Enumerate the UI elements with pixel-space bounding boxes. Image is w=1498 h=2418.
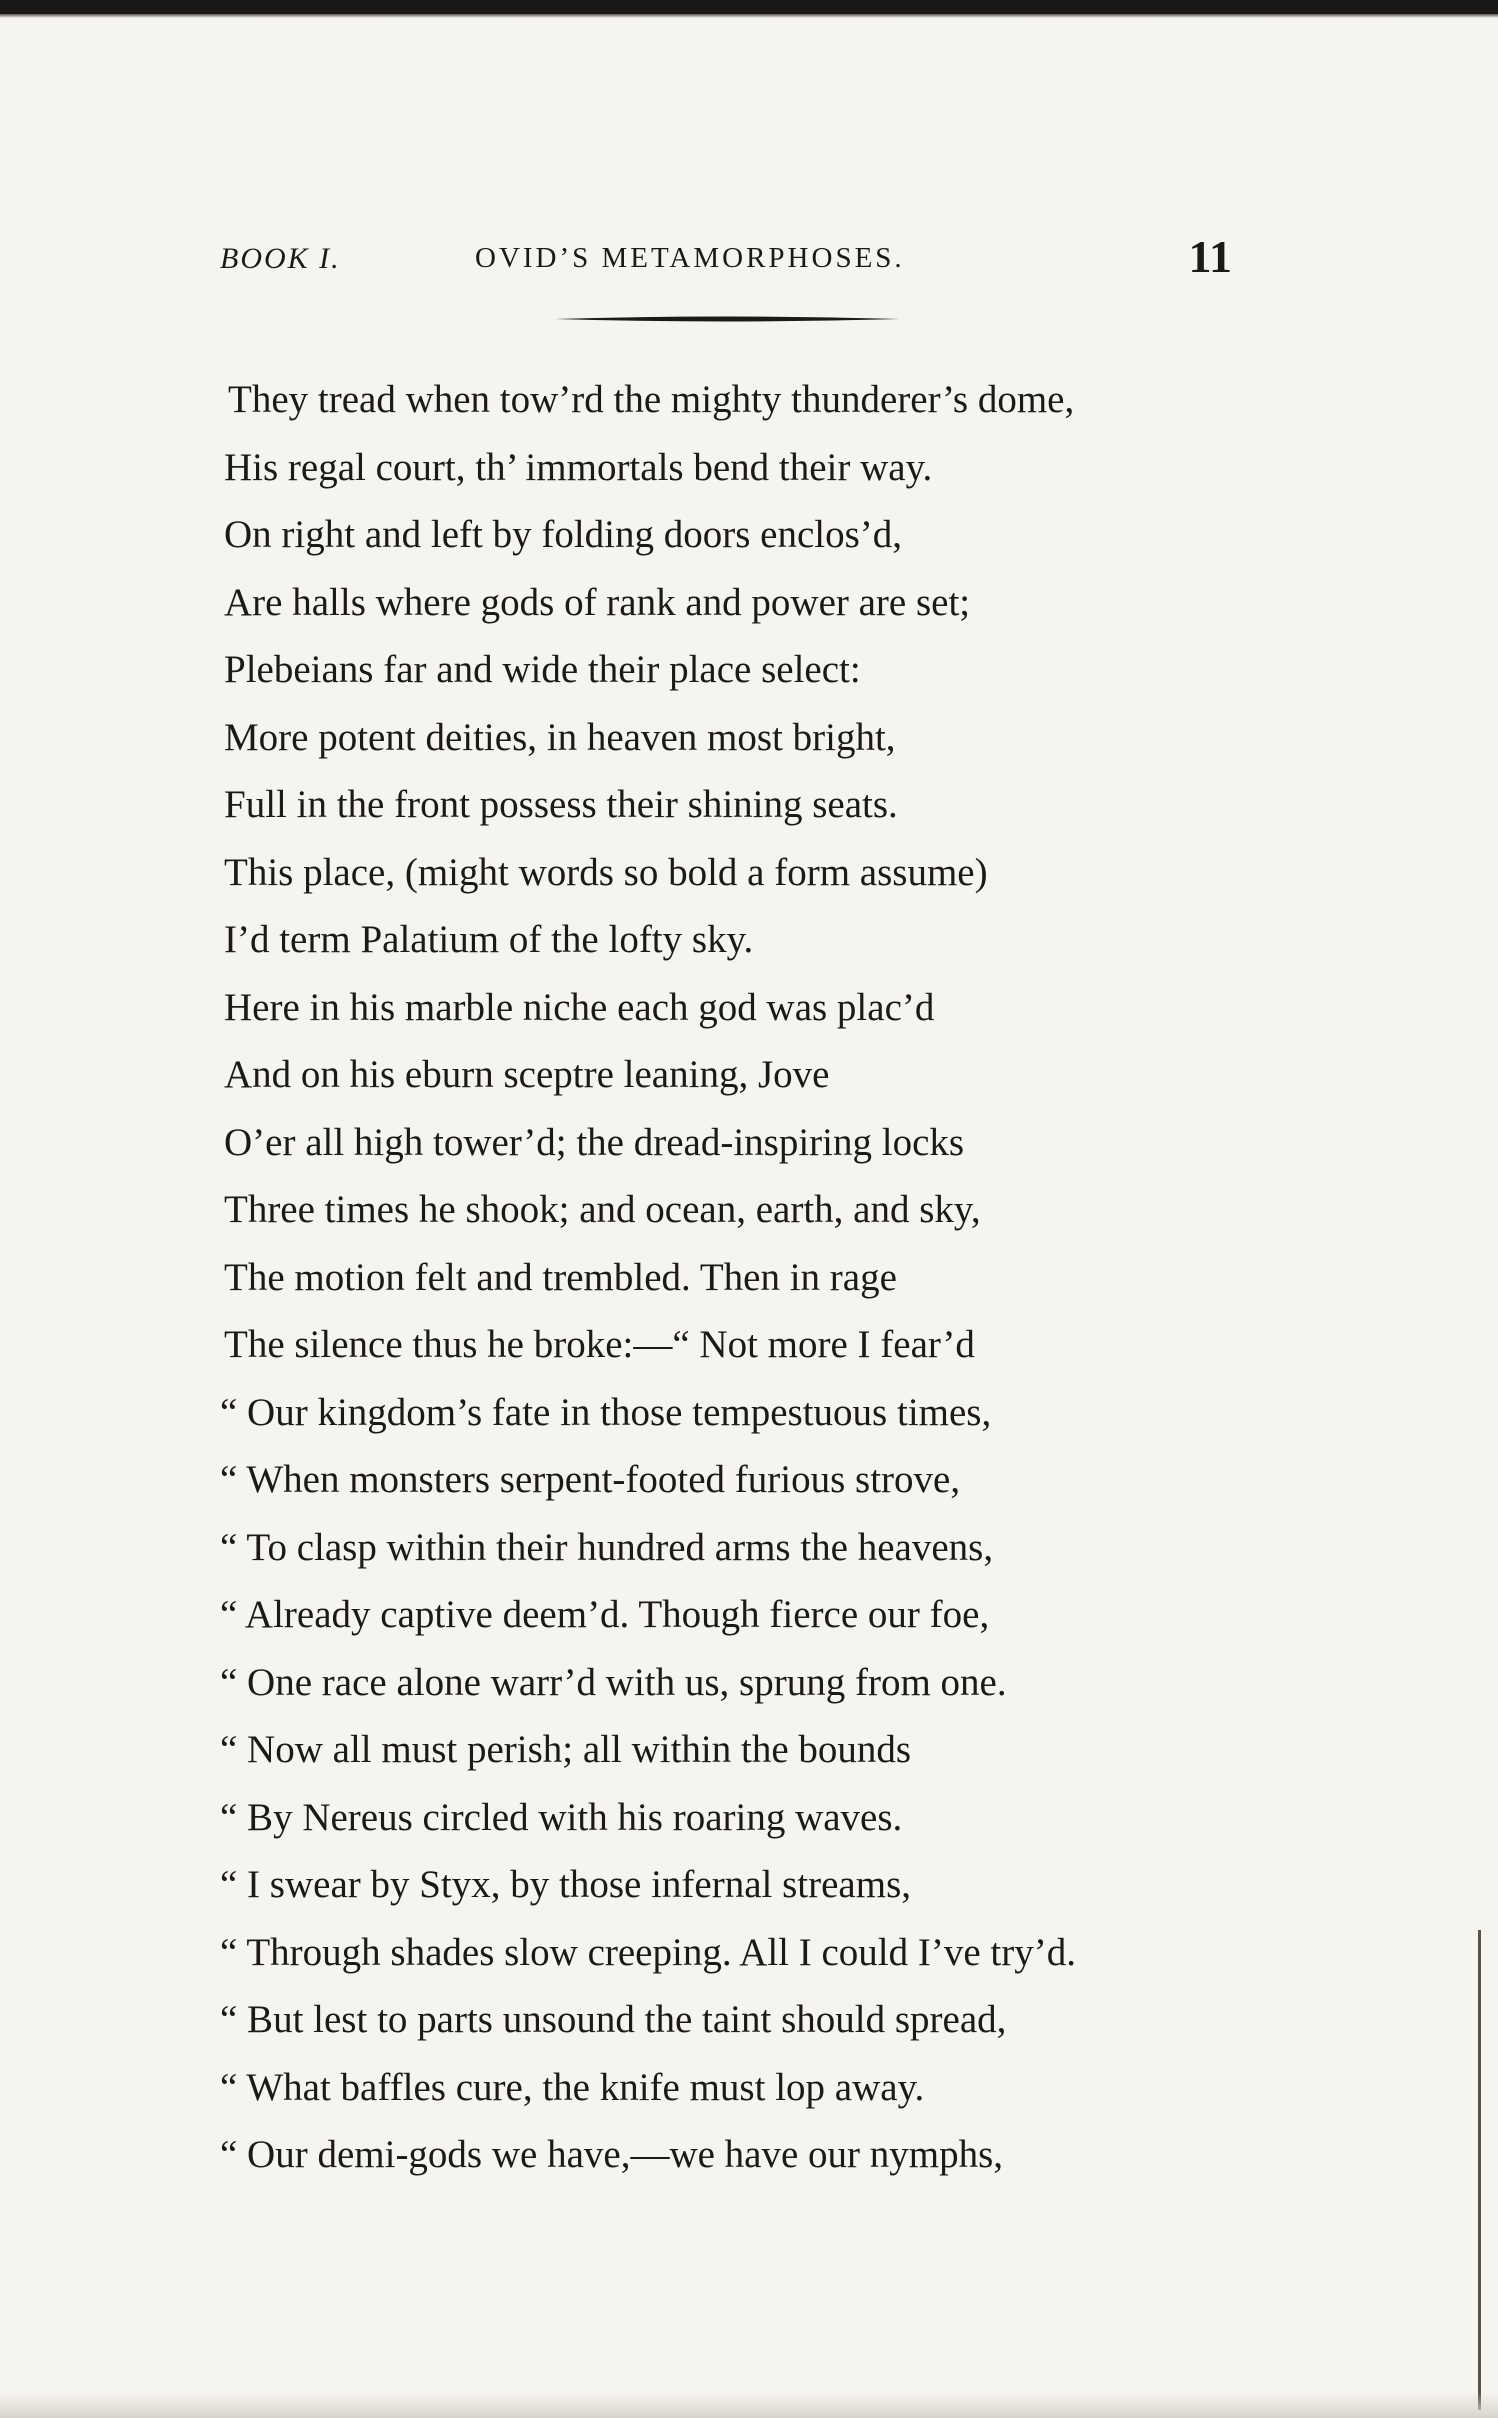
poem-line: “ When monsters serpent-footed furious strove, xyxy=(220,1458,961,1501)
poem-line: “ Our kingdom’s fate in those tempestuous times, xyxy=(220,1391,992,1434)
poem-line: O’er all high tower’d; the dread-inspiring locks xyxy=(224,1121,965,1164)
poem-line: “ I swear by Styx, by those infernal streams, xyxy=(220,1863,911,1906)
poem-line: And on his eburn sceptre leaning, Jove xyxy=(224,1053,830,1096)
page-number: 11 xyxy=(1188,231,1232,282)
poem-line: “ To clasp within their hundred arms the heavens, xyxy=(220,1526,994,1569)
poem-line: “ One race alone warr’d with us, sprung from one. xyxy=(220,1661,1007,1704)
poem-line: Full in the front possess their shining seats. xyxy=(224,783,898,826)
poem-line: “ But lest to parts unsound the taint should spread, xyxy=(220,1998,1007,2041)
running-title: OVID’S METAMORPHOSES. xyxy=(475,242,905,274)
poem-line: His regal court, th’ immortals bend their way. xyxy=(224,446,933,489)
poem-line: Are halls where gods of rank and power are set; xyxy=(224,581,971,624)
poem-line: “ Our demi-gods we have,—we have our nymphs, xyxy=(220,2133,1004,2176)
poem-line: “ Already captive deem’d. Though fierce our foe, xyxy=(220,1593,990,1636)
poem-line: I’d term Palatium of the lofty sky. xyxy=(224,918,754,961)
poem-line: This place, (might words so bold a form assume) xyxy=(224,851,988,894)
bottom-page-edge xyxy=(0,2392,1498,2418)
poem-line: “ Now all must perish; all within the bounds xyxy=(220,1728,912,1771)
poem-line: The silence thus he broke:—“ Not more I fear’d xyxy=(224,1323,975,1366)
poem-line: Three times he shook; and ocean, earth, and sky, xyxy=(224,1188,981,1231)
poem-line: Plebeians far and wide their place select: xyxy=(224,648,861,691)
poem-line: “ What baffles cure, the knife must lop away. xyxy=(220,2066,925,2109)
poem-line: Here in his marble niche each god was plac’d xyxy=(224,986,935,1029)
poem-line: More potent deities, in heaven most bright, xyxy=(224,716,896,759)
poem-line: They tread when tow’rd the mighty thunderer’s dome, xyxy=(228,378,1075,421)
poem-line: On right and left by folding doors enclos’d, xyxy=(224,513,903,556)
book-label: BOOK I. xyxy=(220,242,341,275)
poem-line: The motion felt and trembled. Then in rage xyxy=(224,1256,897,1299)
page-edge-mark xyxy=(1478,1930,1481,2410)
poem-line: “ By Nereus circled with his roaring waves. xyxy=(220,1796,903,1839)
poem-line: “ Through shades slow creeping. All I could I’ve try’d. xyxy=(220,1931,1076,1974)
